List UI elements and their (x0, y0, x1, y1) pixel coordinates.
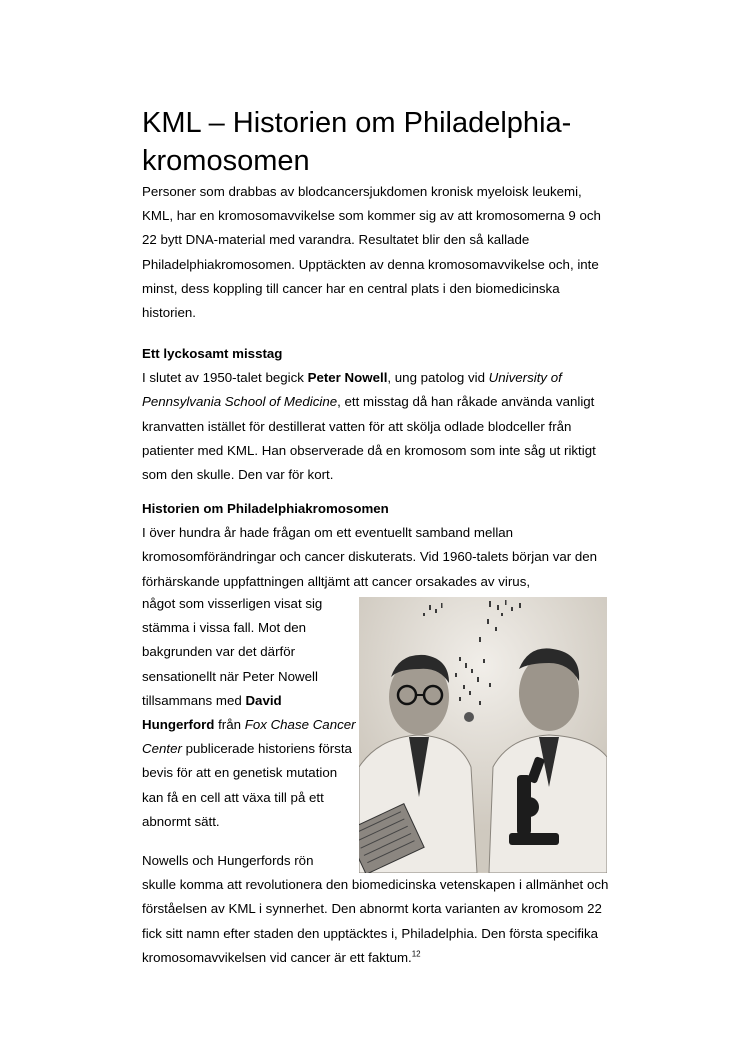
institution-name: University of Pennsylvania School of Medicine (142, 370, 562, 410)
person-name: David Hungerford (142, 692, 282, 733)
section-heading: Ett lyckosamt misstag (142, 346, 283, 361)
photo-researchers (359, 597, 607, 873)
wrapped-paragraph: något som visserligen visat sig stämma i vissa fall. Mot den bakgrunden var det därför sensationellt när Peter Nowell tillsammans med David Hungerford från Fox Chase Cancer Center publicerade historiens första bevis för att en genetisk mutation kan få en cell att växa till på ett abnormt sätt. (142, 596, 356, 829)
page-title: KML – Historien om Philadelphia-kromosomen (142, 107, 572, 177)
photo-illustration (359, 597, 607, 873)
section-lucky-mistake (142, 342, 612, 487)
person-name: Peter Nowell (307, 370, 388, 386)
closing-paragraph: Nowells och Hungerfords rön skulle komma att revolutionera den biomedicinska vetenskapen i allmänhet och förståelsen av KML i synnerhet. Den abnormt korta varianten av kromosom 22 fick sitt namn efter staden den upptäcktes i, Philadelphia. Den första specifika kromosomavvikelsen vid cancer är ett faktum.$^{12}$ (142, 853, 609, 965)
section-heading: Historien om Philadelphiakromosomen (142, 501, 389, 516)
section-paragraph: I över hundra år hade frågan om ett eventuellt samband mellan kromosomförändringar och cancer diskuterats. Vid 1960-talets början var den förhärskande uppfattningen alltjämt att cancer orsakades av virus, (142, 525, 598, 589)
section-paragraph: I slutet av 1950-talet begick Peter Nowell, ung patolog vid University of Pennsylvania School of Medicine, ett misstag då han råkade använda vanligt kranvatten istället för destillerat vatten för att skölja odlade blodceller från patienter med KML. Han observerade då en kromosom som inte såg ut riktigt som den skulle. Den var för kort. (142, 370, 596, 483)
section-history (142, 497, 612, 594)
institution-name: Fox Chase Cancer Center (142, 717, 356, 757)
intro-paragraph: Personer som drabbas av blodcancersjukdomen kronisk myeloisk leukemi, KML, har en kromosomavvikelse som kommer sig av att kromosomerna 9 och 22 bytt DNA-material med varandra. Resultatet blir den så kallade Philadelphiakromosomen. Upptäckten av denna kromosomavvikelse och, inte minst, dess koppling till cancer har en central plats i den biomedicinska historien. (142, 184, 601, 321)
footnote-ref: 12 (411, 949, 421, 959)
